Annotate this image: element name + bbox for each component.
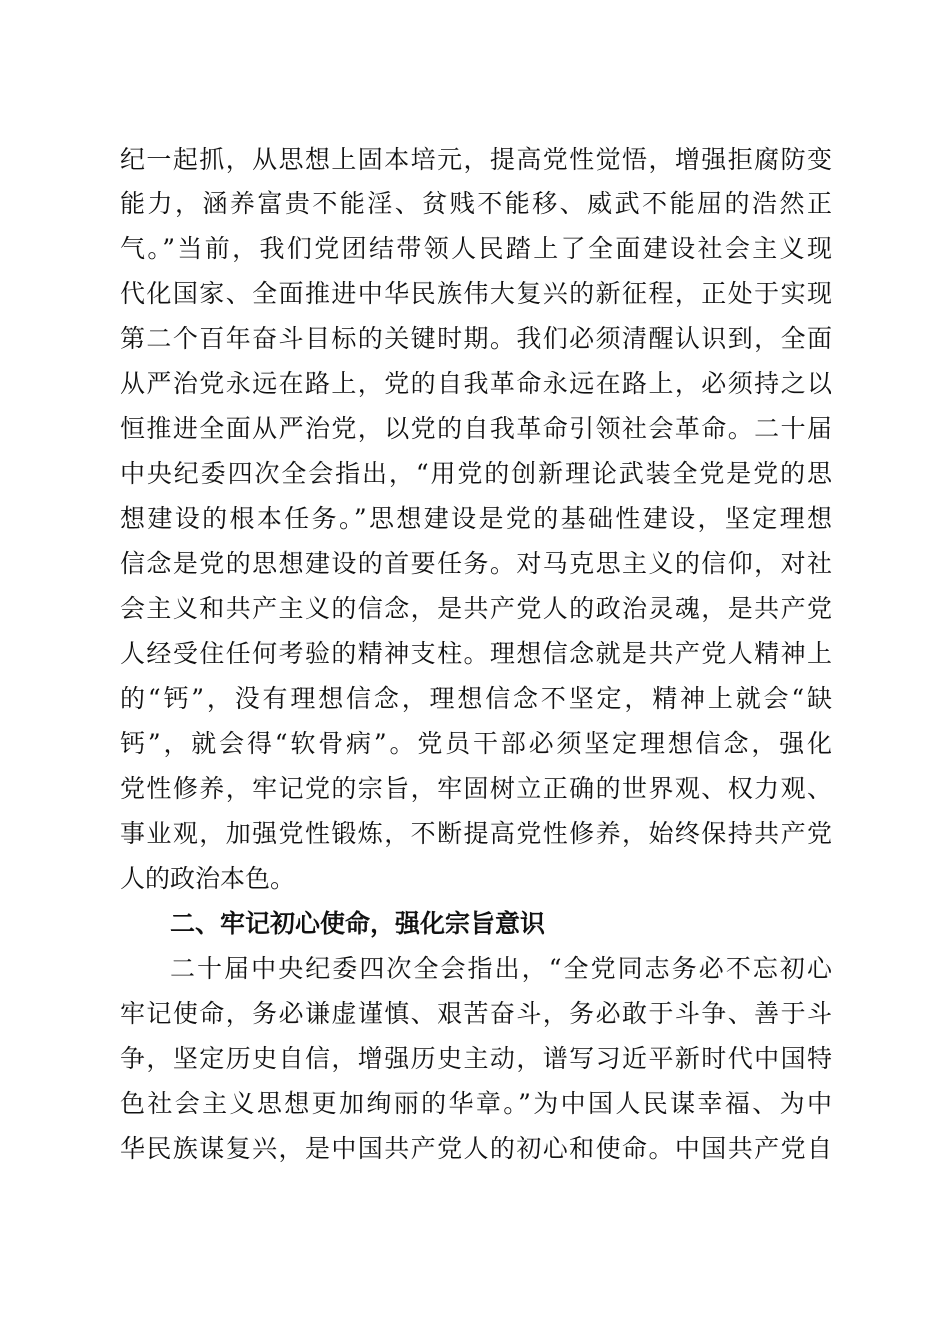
- text-line: 从严治党永远在路上，党的自我革命永远在路上，必须持之以: [120, 369, 832, 398]
- text-line: 党性修养，牢记党的宗旨，牢固树立正确的世界观、权力观、: [120, 774, 832, 803]
- text-line: 想建设的根本任务。”思想建设是党的基础性建设，坚定理想: [120, 504, 832, 533]
- text-line: 第二个百年奋斗目标的关键时期。我们必须清醒认识到，全面: [120, 324, 832, 353]
- text-line: 恒推进全面从严治党，以党的自我革命引领社会革命。二十届: [120, 414, 832, 443]
- text-line: 二十届中央纪委四次全会指出，“全党同志务必不忘初心: [170, 954, 832, 983]
- text-line: 纪一起抓，从思想上固本培元，提高党性觉悟，增强拒腐防变: [120, 145, 832, 174]
- text-line: 气。”当前，我们党团结带领人民踏上了全面建设社会主义现: [120, 234, 832, 263]
- text-line: 中央纪委四次全会指出，“用党的创新理论武装全党是党的思: [120, 459, 832, 488]
- text-line: 代化国家、全面推进中华民族伟大复兴的新征程，正处于实现: [120, 279, 832, 308]
- text-line: 钙”，就会得“软骨病”。党员干部必须坚定理想信念，强化: [120, 729, 832, 758]
- text-line: 事业观，加强党性锻炼，不断提高党性修养，始终保持共产党: [120, 819, 832, 848]
- text-line: 能力，涵养富贵不能淫、贫贱不能移、威武不能屈的浩然正: [120, 189, 832, 218]
- text-line: 的“钙”，没有理想信念，理想信念不坚定，精神上就会“缺: [120, 684, 832, 713]
- text-line: 牢记使命，务必谦虚谨慎、艰苦奋斗，务必敢于斗争、善于斗: [120, 999, 832, 1028]
- text-line: 信念是党的思想建设的首要任务。对马克思主义的信仰，对社: [120, 549, 832, 578]
- text-line: 华民族谋复兴，是中国共产党人的初心和使命。中国共产党自: [120, 1134, 832, 1163]
- text-line: 人的政治本色。: [120, 864, 296, 893]
- text-line: 色社会主义思想更加绚丽的华章。”为中国人民谋幸福、为中: [120, 1089, 832, 1118]
- text-line: 争，坚定历史自信，增强历史主动，谱写习近平新时代中国特: [120, 1044, 832, 1073]
- text-line: 会主义和共产主义的信念，是共产党人的政治灵魂，是共产党: [120, 594, 832, 623]
- section-heading: 二、牢记初心使命，强化宗旨意识: [170, 909, 546, 938]
- text-line: 人经受住任何考验的精神支柱。理想信念就是共产党人精神上: [120, 639, 832, 668]
